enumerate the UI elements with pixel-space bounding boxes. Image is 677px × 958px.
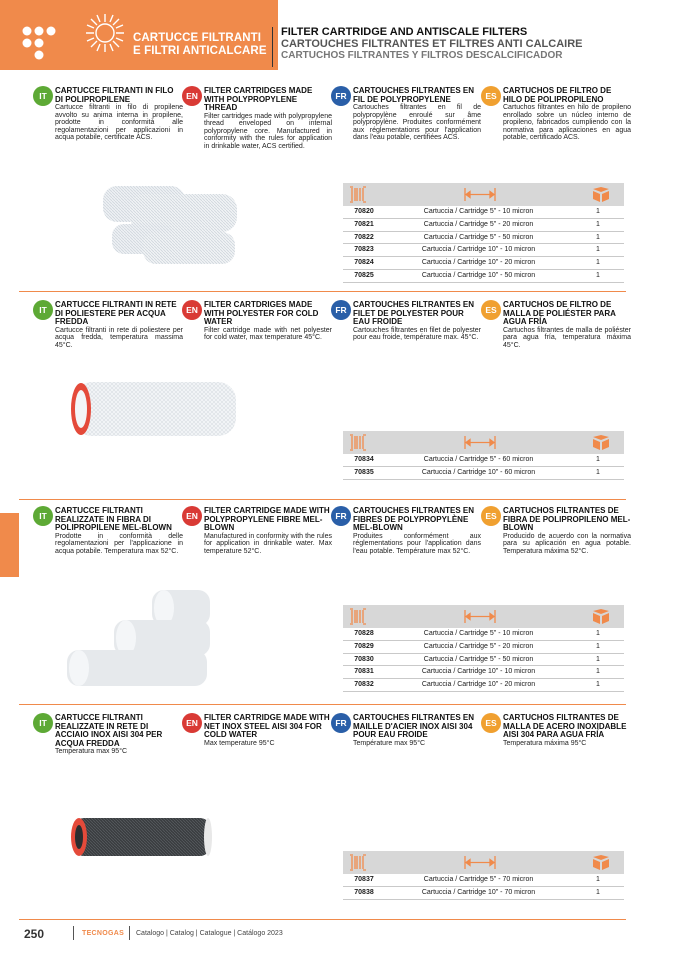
table-row: 70832 Cartuccia / Cartridge 10" - 20 micron 1 <box>343 679 624 692</box>
table-row: 70823 Cartuccia / Cartridge 10" - 10 micron 1 <box>343 244 624 257</box>
section-title: FILTER CARTRIDGE MADE WITH POLYPROPYLENE FIBRE MEL-BLOWN <box>204 506 330 532</box>
section-divider <box>19 291 626 292</box>
table-row: 70822 Cartuccia / Cartridge 5" - 50 micron 1 <box>343 232 624 245</box>
section-divider <box>19 704 626 705</box>
footer-separator <box>129 926 130 940</box>
product-table-3 <box>343 605 624 692</box>
package-icon <box>591 186 611 203</box>
table-row: 70835 Cartuccia / Cartridge 10" - 60 micron 1 <box>343 467 624 480</box>
section-title: FILTER CARTRIDGES MADE WITH POLYPROPYLENE THREAD <box>204 86 313 112</box>
badge-en: EN <box>182 506 202 526</box>
product-table-1 <box>343 183 624 283</box>
section-title: FILTER CARTDRIGES MADE WITH POLYESTER FOR COLD WATER <box>204 300 319 326</box>
badge-fr: FR <box>331 506 351 526</box>
table-row: 70834 Cartuccia / Cartridge 5" - 60 micron 1 <box>343 454 624 467</box>
table-row: 70831 Cartuccia / Cartridge 10" - 10 micron 1 <box>343 666 624 679</box>
section-body: Producido de acuerdo con la normativa para su aplicación en agua potable. Temperatura máxima 52°C. <box>503 532 631 555</box>
table-row: 70828 Cartuccia / Cartridge 5" - 10 micron 1 <box>343 628 624 641</box>
package-icon <box>591 854 611 871</box>
badge-fr: FR <box>331 86 351 106</box>
table-row: 70821 Cartuccia / Cartridge 5" - 20 micron 1 <box>343 219 624 232</box>
badge-en: EN <box>182 86 202 106</box>
product-table-4 <box>343 851 624 900</box>
section-title: CARTOUCHES FILTRANTES EN MAILLE D'ACIER INOX AISI 304 POUR EAU FROIDE <box>353 713 475 739</box>
section-body: Température max 95°C <box>353 739 426 747</box>
badge-es: ES <box>481 713 501 733</box>
product-image-thread-cartridges <box>100 180 250 280</box>
measure-icon <box>463 186 497 203</box>
section-title: CARTUCCE FILTRANTI REALIZZATE IN RETE DI ACCIAIO INOX AISI 304 PER ACQUA FREDDA <box>55 713 163 748</box>
section-title: CARTUCCE FILTRANTI IN FILO DI POLIPROPILENE <box>55 86 174 104</box>
page-title: FILTER CARTRIDGE AND ANTISCALE FILTERS CARTOUCHES FILTRANTES ET FILTRES ANTI CALCAIRE CARTUCHOS FILTRANTES Y FILTROS DESCALCIFICADOR <box>281 26 583 61</box>
product-image-meltblown-cartridges <box>62 590 232 690</box>
product-table-2 <box>343 431 624 480</box>
package-icon <box>591 608 611 625</box>
brand-logo-text: TECNOGAS <box>82 930 125 937</box>
badge-es: ES <box>481 506 501 526</box>
section-body: Produites conformément aux réglementations pour l'application dans l'eau potable. Température max 52°C. <box>353 532 481 555</box>
sun-burst-icon <box>80 8 130 58</box>
section-body: Temperatura max 95°C <box>55 748 128 755</box>
barcode-icon <box>349 434 367 451</box>
filter-category-icon <box>18 22 60 64</box>
measure-icon <box>463 854 497 871</box>
badge-fr: FR <box>331 300 351 320</box>
product-image-steel-cartridge <box>66 814 216 860</box>
table-header <box>343 605 624 628</box>
section-title: FILTER CARTRIDGE MADE WITH NET INOX STEEL AISI 304 FOR COLD WATER <box>204 713 330 739</box>
table-row: 70830 Cartuccia / Cartridge 5" - 50 micron 1 <box>343 654 624 667</box>
table-row: 70824 Cartuccia / Cartridge 10" - 20 micron 1 <box>343 257 624 270</box>
measure-icon <box>463 608 497 625</box>
section-title: CARTOUCHES FILTRANTES EN FILET DE POLYESTER POUR EAU FROIDE <box>353 300 475 326</box>
section-body: Filter cartridge made with net polyester for cold water, max temperature 45°C. <box>204 326 332 342</box>
table-row: 70838 Cartuccia / Cartridge 10" - 70 micron 1 <box>343 887 624 900</box>
table-row: 70829 Cartuccia / Cartridge 5" - 20 micron 1 <box>343 641 624 654</box>
section-body: Cartuchos filtrantes en hilo de propileno enrollado sobre un núcleo interno de propileno, fabricados cumpliendo con la normativa para aplicaciones en agua potable, certificado ACS. <box>503 104 631 142</box>
section-title: CARTUCCE FILTRANTI REALIZZATE IN FIBRA DI POLIPROPILENE MEL-BLOWN <box>55 506 172 532</box>
table-header <box>343 851 624 874</box>
barcode-icon <box>349 608 367 625</box>
badge-it: IT <box>33 713 53 733</box>
section-title: CARTUCHOS FILTRANTES DE MALLA DE ACERO INOXIDABLE AISI 304 PARA AGUA FRÍA <box>503 713 627 739</box>
section-body: Cartuchos filtrantes de malla de poliéster para agua fría, temperatura máxima 45°C. <box>503 326 631 349</box>
category-title: CARTUCCE FILTRANTI E FILTRI ANTICALCARE <box>133 32 267 57</box>
table-row: 70825 Cartuccia / Cartridge 10" - 50 micron 1 <box>343 270 624 283</box>
page-number: 250 <box>24 927 45 941</box>
section-body: Filter cartridges made with polypropylene thread enveloped on internal polypropylene core. Manufactured in conformity with the rules for application in drinkable water, ACS certified. <box>204 112 332 150</box>
barcode-icon <box>349 186 367 203</box>
section-title: CARTOUCHES FILTRANTES EN FIL DE POLYPROPYLENE <box>353 86 475 104</box>
badge-it: IT <box>33 300 53 320</box>
section-body: Cartucce filtranti in rete di poliestere per acqua fredda, temperatura massima 45°C. <box>55 326 183 349</box>
side-tab-marker <box>0 513 19 577</box>
barcode-icon <box>349 854 367 871</box>
section-title: CARTOUCHES FILTRANTES EN FIBRES DE POLYPROPYLÈNE MEL-BLOWN <box>353 506 475 532</box>
section-body: Cartouches filtrantes en filet de polyester pour eau froide, température max. 45°C. <box>353 326 481 342</box>
badge-en: EN <box>182 300 202 320</box>
section-title: CARTUCHOS FILTRANTES DE FIBRA DE POLIPROPILENO MEL-BLOWN <box>503 506 631 532</box>
footer-catalog-text: Catalogo | Catalog | Catalogue | Catálogo 2023 <box>136 930 283 937</box>
table-row: 70837 Cartuccia / Cartridge 5" - 70 micron 1 <box>343 874 624 887</box>
section-body: Cartouches filtrantes en fil de polypropylène enroulé sur âme polypropylène. Produites conformément aux réglementations pour l'application dans l'eau potable, certifiées ACS. <box>353 104 481 142</box>
badge-es: ES <box>481 300 501 320</box>
badge-es: ES <box>481 86 501 106</box>
section-body: Max temperature 95°C <box>204 739 275 747</box>
footer-divider <box>19 919 626 920</box>
section-body: Temperatura máxima 95°C <box>503 739 587 747</box>
table-row: 70820 Cartuccia / Cartridge 5" - 10 micron 1 <box>343 206 624 219</box>
header-divider <box>272 27 273 67</box>
badge-it: IT <box>33 506 53 526</box>
product-image-polyester-cartridge <box>64 376 244 446</box>
badge-en: EN <box>182 713 202 733</box>
package-icon <box>591 434 611 451</box>
section-title: CARTUCHOS DE FILTRO DE HILO DE POLIPROPILENO <box>503 86 612 104</box>
section-body: Prodotte in conformità delle regolamentazioni per l'applicazione in acqua potabile. Temperatura max 52°C. <box>55 532 183 555</box>
section-body: Manufactured in conformity with the rules for application in drinkable water. Max temperature 52°C. <box>204 532 332 555</box>
footer-separator <box>73 926 74 940</box>
badge-fr: FR <box>331 713 351 733</box>
table-header <box>343 431 624 454</box>
table-header <box>343 183 624 206</box>
section-title: CARTUCHOS DE FILTRO DE MALLA DE POLIÉSTER PARA AGUA FRÍA <box>503 300 616 326</box>
section-divider <box>19 499 626 500</box>
section-title: CARTUCCE FILTRANTI IN RETE DI POLIESTERE PER ACQUA FREDDA <box>55 300 177 326</box>
badge-it: IT <box>33 86 53 106</box>
measure-icon <box>463 434 497 451</box>
section-body: Cartucce filtranti in filo di propilene avvolto su anima interna in propilene, prodotte in conformità alle regolamentazioni per applicazioni in acqua potabile, certificate ACS. <box>55 104 183 142</box>
